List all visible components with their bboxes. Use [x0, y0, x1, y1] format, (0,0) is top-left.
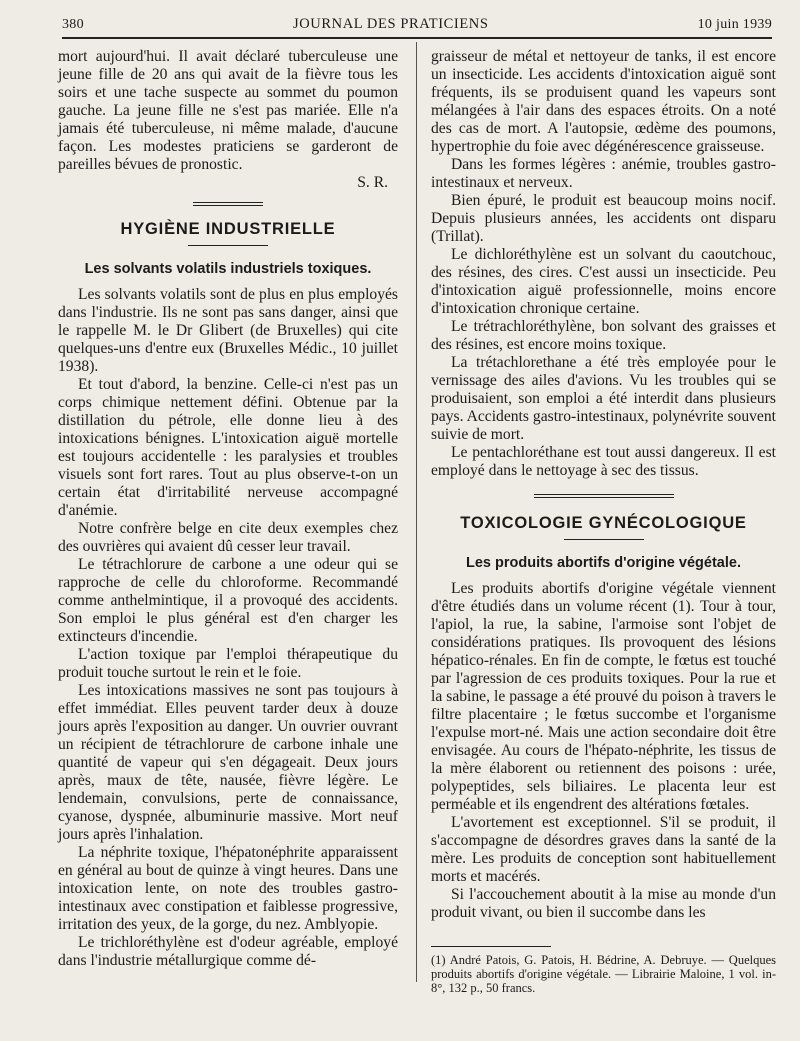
paragraph: La trétachlorethane a été très employée pour le vernissage des ailes d'avions. Vu les troubles qui se produisaient, son emploi a été interdit dans plusieurs pays. Accidents gastro-intestinaux, polynévrite souvent suivie de mort.	[431, 354, 776, 443]
left-column	[58, 48, 398, 970]
title-underline	[188, 245, 268, 246]
journal-title: JOURNAL DES PRATICIENS	[292, 16, 489, 32]
section-separator	[534, 494, 674, 498]
section-separator	[193, 202, 263, 206]
paragraph: Le pentachloréthane est tout aussi dangereux. Il est employé dans le nettoyage à sec des tissus.	[431, 444, 776, 479]
paragraph: graisseur de métal et nettoyeur de tanks, il est encore un insecticide. Les accidents d'intoxication aiguë sont fréquents, ils se produisent quand les vapeurs sont mélangées à l'air dans des espaces étroits. On a noté des cas de mort. A l'autopsie, œdème des poumons, hypertrophie du foie avec dégénérescence graisseuse.	[431, 48, 776, 155]
section-title-toxicologie: TOXICOLOGIE GYNÉCOLOGIQUE	[460, 514, 747, 532]
paragraph: L'action toxique par l'emploi thérapeutique du produit touche surtout le rein et le foie.	[58, 646, 398, 681]
column-divider	[416, 42, 417, 982]
paragraph: Les produits abortifs d'origine végétale viennent d'être étudiés dans un volume récent (1). Tour à tour, l'apiol, la rue, la sabine, l'armoise sont l'objet de considérations pratiques. Ils provoquent des lésions hépatico-rénales. En fin de compte, le fœtus est touché par l'agression de ces produits toxiques. Pour la rue et la sabine, le passage a été prouvé du poison à travers le filtre placentaire ; le fœtus succombe et l'organisme l'expulse mort-né. Mais une action secondaire doit être envisagée. Au cours de l'hépato-néphrite, les tissus de la mère élaborent ou retiennent des poisons : urée, polypeptides, sels biliaires. Le placenta leur est perméable et ils engendrent des altérations fœtales.	[431, 580, 776, 813]
article-subtitle-solvants: Les solvants volatils industriels toxiques.	[84, 261, 372, 277]
paragraph: L'avortement est exceptionnel. S'il se produit, il s'accompagne de désordres graves dans la santé de la mère. Les produits de conception sont habituellement morts et macérés.	[431, 814, 776, 885]
page-header	[62, 16, 772, 38]
footnote-rule	[431, 946, 551, 947]
section-title-hygiene: HYGIÈNE INDUSTRIELLE	[120, 220, 336, 238]
paragraph: Notre confrère belge en cite deux exemples chez des ouvrières qui avaient dû cesser leur travail.	[58, 520, 398, 555]
paragraph: Et tout d'abord, la benzine. Celle-ci n'est pas un corps chimique nettement défini. Obtenue par la distillation du pétrole, elle donne lieu à des intoxications bénignes. L'intoxication aiguë mortelle est toujours accidentelle : les paralysies et troubles visuels sont fort rares. Tout au plus observe-t-on un certain état d'irritabilité nerveuse accompagné d'anémie.	[58, 376, 398, 519]
paragraph: Le tétrachlorure de carbone a une odeur qui se rapproche de celle du chloroforme. Recommandé comme anthelmintique, il a provoqué des accidents. Son emploi le plus général est d'en charger les extincteurs d'incendie.	[58, 556, 398, 645]
paragraph: Les solvants volatils sont de plus en plus employés dans l'industrie. Ils ne sont pas sans danger, ainsi que le rappelle M. le Dr Glibert (de Bruxelles) qui cite quelques-uns d'entre eux (Bruxelles Médic., 10 juillet 1938).	[58, 286, 398, 375]
page-number: 380	[62, 17, 84, 32]
paragraph: Les intoxications massives ne sont pas toujours à effet immédiat. Elles peuvent tarder deux à douze jours après l'exposition au danger. Un ouvrier ouvrant un récipient de tétrachlorure de carbone inhale une quantité de vapeur qui s'en dégageait. Deux jours après, maux de tête, nausée, fièvre légère. Le lendemain, convulsions, perte de connaissance, cyanose, dyspnée, albuminurie massive. Mort neuf jours après l'inhalation.	[58, 682, 398, 843]
article-subtitle-abortifs: Les produits abortifs d'origine végétale.	[466, 555, 741, 571]
paragraph: Le trétrachloréthylène, bon solvant des graisses et des résines, est encore moins toxique.	[431, 318, 776, 353]
right-column	[431, 48, 776, 995]
paragraph: Bien épuré, le produit est beaucoup moins nocif. Depuis plusieurs années, les accidents ont disparu (Trillat).	[431, 192, 776, 245]
paragraph: Le trichloréthylène est d'odeur agréable, employé dans l'industrie métallurgique comme dé-	[58, 934, 398, 969]
issue-date: 10 juin 1939	[697, 17, 772, 32]
paragraph: La néphrite toxique, l'hépatonéphrite apparaissent en général au bout de quinze à vingt heures. Dans une intoxication lente, on note des troubles gastro-intestinaux avec constipation et faiblesse progressive, irritation des yeux, de la gorge, du nez. Amblyopie.	[58, 844, 398, 933]
paragraph: Si l'accouchement aboutit à la mise au monde d'un produit vivant, ou bien il succombe dans les	[431, 886, 776, 921]
author-signature: S. R.	[357, 174, 388, 191]
paragraph: Dans les formes légères : anémie, troubles gastro-intestinaux et nerveux.	[431, 156, 776, 191]
footnote: (1) André Patois, G. Patois, H. Bédrine, A. Debruye. — Quelques produits abortifs d'origine végétale. — Librairie Maloine, 1 vol. in-8°, 132 p., 50 francs.	[431, 953, 776, 995]
title-underline	[564, 539, 644, 540]
paragraph: Le dichloréthylène est un solvant du caoutchouc, des résines, des cires. C'est aussi un insecticide. Peu d'intoxication aiguë professionnelle, moins encore d'intoxication chronique certaine.	[431, 246, 776, 317]
header-rule	[62, 37, 772, 39]
intro-paragraph: mort aujourd'hui. Il avait déclaré tuberculeuse une jeune fille de 20 ans qui avait de la fièvre tous les soirs et une tache suspecte au sommet du poumon gauche. La jeune fille ne s'est pas mariée. Elle n'a jamais été tuberculeuse, ni même malade, d'aucune façon. Les modestes praticiens se garderont de pareilles bévues de pronostic.	[58, 48, 398, 173]
